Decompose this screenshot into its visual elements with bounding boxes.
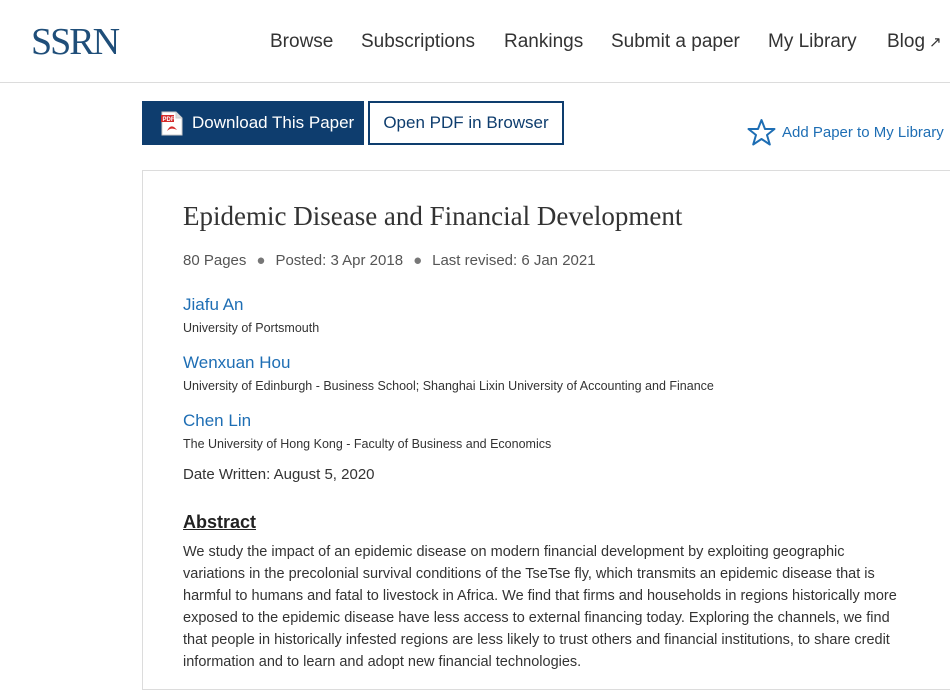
- revised-date: Last revised: 6 Jan 2021: [432, 252, 596, 269]
- abstract-text: We study the impact of an epidemic disease on modern financial development by exploiting geographic variations in the precolonial survival conditions of the TseTse fly, which transmits an epidemic disease that is harmful to humans and fatal to livestock in Africa. We find that firms and households in regions historically more exposed to the epidemic disease have less access to external financing today. Exploring the channels, we find that people in historically infested regions are less likely to trust others and financial institutions, to share credit information and to learn and adopt new financial technologies.: [183, 544, 897, 670]
- nav-subscriptions[interactable]: Subscriptions: [361, 31, 476, 52]
- author-affiliation: University of Portsmouth: [183, 321, 320, 335]
- nav-browse[interactable]: Browse: [270, 31, 334, 52]
- open-pdf-button[interactable]: Open PDF in Browser: [368, 101, 564, 145]
- author-link[interactable]: Wenxuan Hou: [183, 353, 291, 372]
- download-button-label: Download This Paper: [192, 113, 355, 132]
- author-affiliation: The University of Hong Kong - Faculty of Business and Economics: [183, 437, 552, 451]
- separator-dot: ●: [413, 252, 423, 269]
- author-affiliation: University of Edinburgh - Business School; Shanghai Lixin University of Accounting and Finance: [183, 379, 714, 393]
- main-nav: [0, 30, 950, 54]
- paper-meta: [183, 251, 596, 271]
- ssrn-logo[interactable]: SSRN: [31, 21, 119, 63]
- nav-rankings[interactable]: Rankings: [504, 31, 584, 52]
- abstract-heading: Abstract: [183, 512, 257, 532]
- paper-card: [142, 170, 950, 690]
- author-link[interactable]: Jiafu An: [183, 295, 244, 314]
- nav-my-library[interactable]: My Library: [768, 31, 857, 52]
- nav-blog[interactable]: [887, 30, 942, 55]
- author-link[interactable]: Chen Lin: [183, 411, 252, 430]
- add-to-library-label: Add Paper to My Library: [782, 124, 944, 141]
- star-icon: [747, 118, 776, 146]
- download-paper-button[interactable]: [142, 101, 364, 145]
- nav-submit-paper[interactable]: Submit a paper: [611, 31, 740, 52]
- svg-text:PDF: PDF: [162, 117, 175, 123]
- pdf-icon: [161, 111, 183, 136]
- separator-dot: ●: [256, 252, 266, 269]
- external-arrow-icon: ↗: [929, 34, 942, 51]
- date-written: Date Written: August 5, 2020: [183, 466, 375, 483]
- posted-date: Posted: 3 Apr 2018: [275, 252, 404, 269]
- nav-blog-label: Blog: [887, 31, 926, 52]
- paper-title: Epidemic Disease and Financial Development: [183, 201, 683, 231]
- site-header: [0, 0, 950, 83]
- page-count: 80 Pages: [183, 252, 247, 269]
